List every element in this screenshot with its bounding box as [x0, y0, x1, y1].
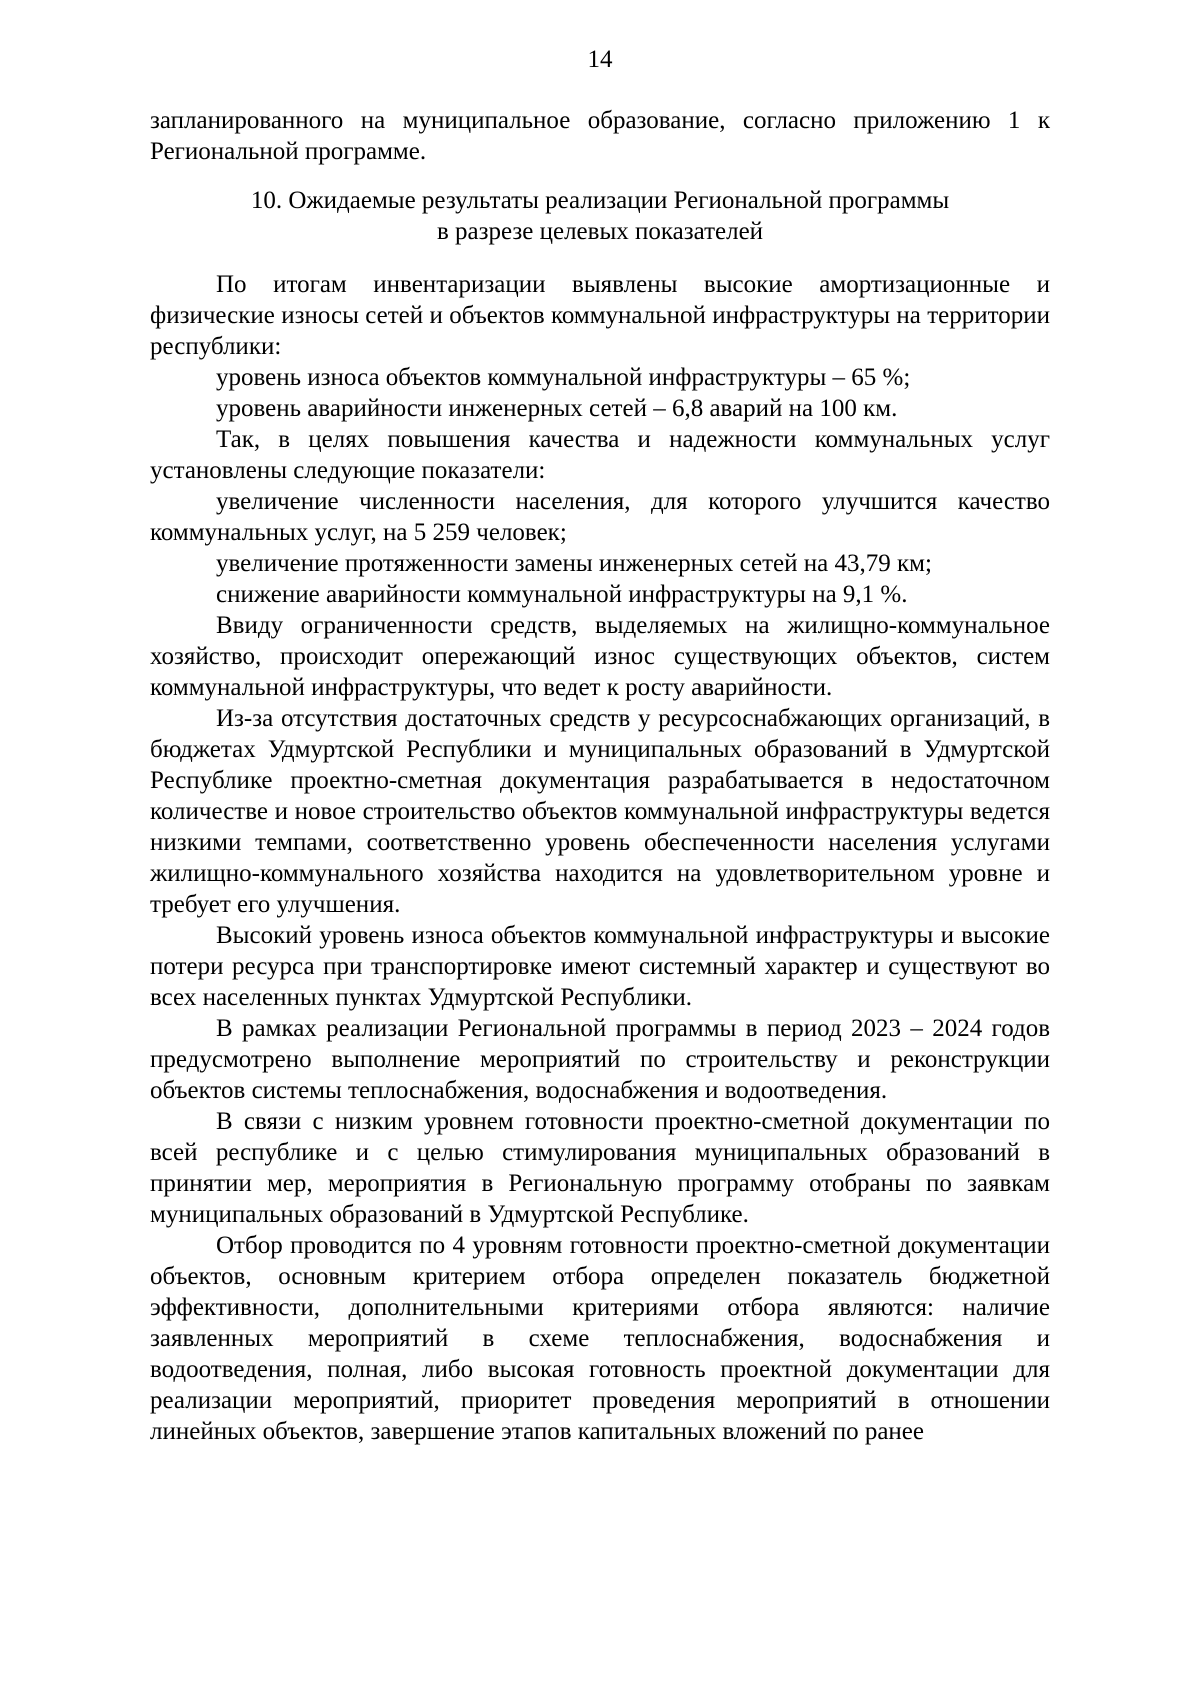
- list-line: увеличение численности населения, для которого улучшится качество коммунальных услуг, на 5 259 человек;: [150, 488, 1050, 546]
- paragraph: По итогам инвентаризации выявлены высокие амортизационные и физические износы сетей и объектов коммунальной инфраструктуры на территории республики:: [150, 271, 1050, 360]
- paragraph: В рамках реализации Региональной программы в период 2023 – 2024 годов предусмотрено выполнение мероприятий по строительству и реконструкции объектов системы теплоснабжения, водоснабжения и водоотведения.: [150, 1015, 1050, 1104]
- paragraph: Отбор проводится по 4 уровням готовности проектно-сметной документации объектов, основным критерием отбора определен показатель бюджетной эффективности, дополнительными критериями отбора являются: наличие заявленных мероприятий в схеме теплоснабжения, водоснабжения и водоотведения, полная, либо высокая готовность проектной документации для реализации мероприятий, приоритет проведения мероприятий в отношении линейных объектов, завершение этапов капитальных вложений по ранее: [150, 1232, 1050, 1445]
- page-number: 14: [587, 46, 613, 73]
- list-line: увеличение протяженности замены инженерных сетей на 43,79 км;: [216, 550, 932, 577]
- list-line: снижение аварийности коммунальной инфраструктуры на 9,1 %.: [216, 581, 908, 608]
- paragraph: В связи с низким уровнем готовности проектно-сметной документации по всей республике и с целью стимулирования муниципальных образований в принятии мер, мероприятия в Региональную программу отобраны по заявкам муниципальных образований в Удмуртской Республике.: [150, 1108, 1050, 1228]
- paragraph: Ввиду ограниченности средств, выделяемых на жилищно-коммунальное хозяйство, происходит опережающий износ существующих объектов, систем коммунальной инфраструктуры, что ведет к росту аварийности.: [150, 612, 1050, 701]
- section-heading-line-1: 10. Ожидаемые результаты реализации Региональной программы: [250, 187, 950, 214]
- list-line: уровень аварийности инженерных сетей – 6,8 аварий на 100 км.: [216, 395, 898, 422]
- paragraph: Высокий уровень износа объектов коммунальной инфраструктуры и высокие потери ресурса при транспортировке имеют системный характер и существуют во всех населенных пунктах Удмуртской Республики.: [150, 922, 1050, 1011]
- section-heading-line-2: в разрезе целевых показателей: [436, 218, 764, 245]
- paragraph: Так, в целях повышения качества и надежности коммунальных услуг установлены следующие показатели:: [150, 426, 1050, 484]
- document-body: [150, 105, 1050, 1447]
- continuation-paragraph: запланированного на муниципальное образование, согласно приложению 1 к Региональной программе.: [150, 107, 1050, 165]
- section-heading: [150, 185, 1050, 247]
- list-line: уровень износа объектов коммунальной инфраструктуры – 65 %;: [216, 364, 911, 391]
- paragraph: Из-за отсутствия достаточных средств у ресурсоснабжающих организаций, в бюджетах Удмуртской Республики и муниципальных образований в Удмуртской Республике проектно-сметная документация разрабатывается в недостаточном количестве и новое строительство объектов коммунальной инфраструктуры ведется низкими темпами, соответственно уровень обеспеченности населения услугами жилищно-коммунального хозяйства находится на удовлетворительном уровне и требует его улучшения.: [150, 705, 1050, 918]
